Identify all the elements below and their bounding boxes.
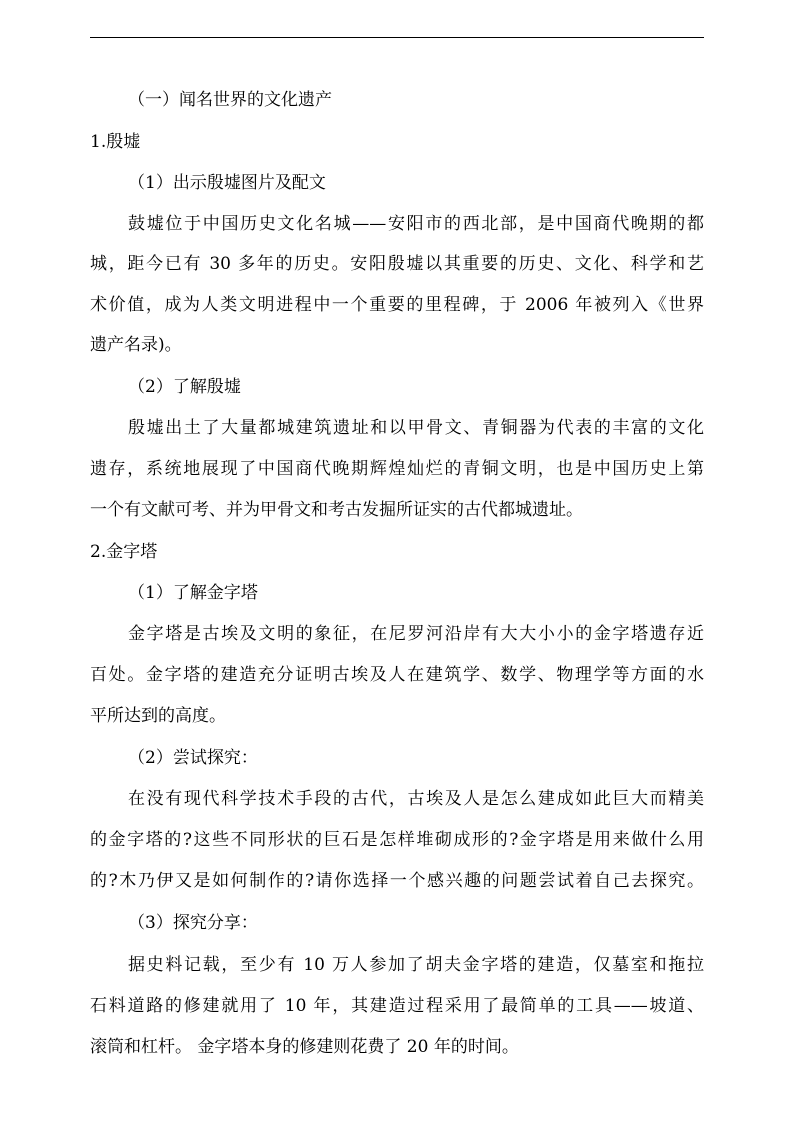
paragraph-line: 滚筒和杠杆。 金字塔本身的修建则花费了 20 年的时间。 (90, 1037, 519, 1057)
paragraph-line: 殷墟出土了大量都城建筑遗址和以甲骨文、青铜器为代表的丰富的文化 (128, 418, 704, 438)
item2-subheading-3: （3）探究分享： (128, 913, 258, 933)
paragraph-line: 城，距今已有 30 多年的历史。安阳殷墟以其重要的历史、文化、科学和艺 (90, 254, 704, 274)
paragraph-line: 一个有文献可考、并为甲骨文和考古发掘所证实的古代都城遗址。 (90, 500, 583, 520)
item2-subheading-1: （1）了解金字塔 (128, 583, 258, 603)
paragraph-line: 遗存，系统地展现了中国商代晚期辉煌灿烂的青铜文明，也是中国历史上第 (90, 459, 704, 479)
item1-title: 1.殷墟 (90, 132, 141, 152)
paragraph-line: 百处。金字塔的建造充分证明古埃及人在建筑学、数学、物理学等方面的水 (90, 665, 704, 685)
item1-subheading-1: （1）出示殷墟图片及配文 (128, 173, 326, 193)
paragraph-line: 石料道路的修建就用了 10 年，其建造过程采用了最简单的工具——坡道、 (90, 996, 704, 1016)
paragraph-line: 在没有现代科学技术手段的古代，古埃及人是怎么建成如此巨大而精美 (128, 789, 704, 809)
paragraph-line: 的金字塔的?这些不同形状的巨石是怎样堆砌成形的?金字塔是用来做什么用 (90, 830, 704, 850)
item1-subheading-2: （2）了解殷墟 (128, 377, 241, 397)
section-heading: （一）闻名世界的文化遗产 (128, 90, 332, 110)
paragraph-line: 据史料记载，至少有 10 万人参加了胡夫金字塔的建造，仅墓室和拖拉 (128, 955, 704, 975)
paragraph-line: 平所达到的高度。 (90, 706, 226, 726)
paragraph-line: 的?木乃伊又是如何制作的?请你选择一个感兴趣的问题尝试着自己去探究。 (90, 871, 704, 891)
item2-subheading-2: （2）尝试探究： (128, 748, 258, 768)
paragraph-line: 术价值，成为人类文明进程中一个重要的里程碑，于 2006 年被列入《世界 (90, 295, 704, 315)
paragraph-line: 鼓墟位于中国历史文化名城——安阳市的西北部，是中国商代晚期的都 (128, 214, 704, 234)
paragraph-line: 金字塔是古埃及文明的象征，在尼罗河沿岸有大大小小的金字塔遗存近 (128, 624, 704, 644)
paragraph-line: 遗产名录)。 (90, 335, 182, 355)
item2-title: 2.金字塔 (90, 542, 158, 562)
header-rule (90, 37, 704, 38)
